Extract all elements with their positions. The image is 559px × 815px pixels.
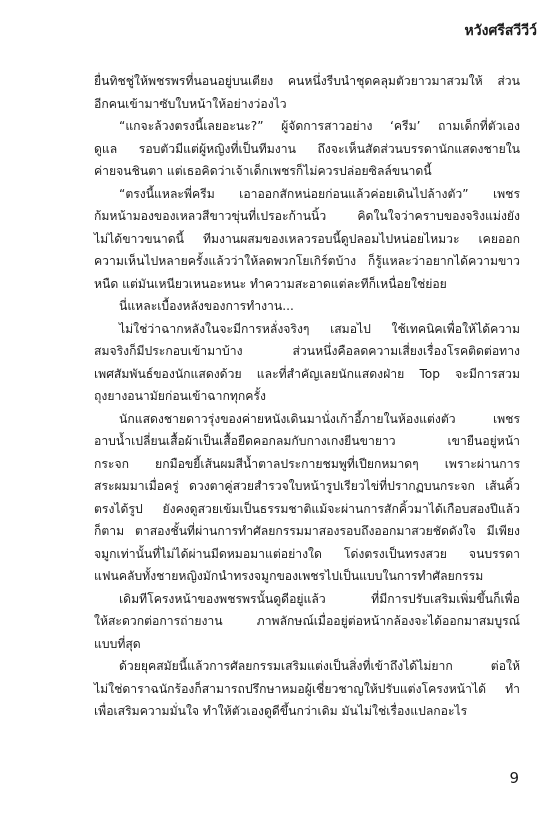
text-line: “แกจะล้วงตรงนี้เลยอะนะ?” ผู้จัดการสาวอย่าง ‘ครีม’ ถามเด็กที่ตัวเอง (119, 119, 520, 133)
text-line: ถุงยางอนามัยก่อนเข้าฉากทุกครั้ง (94, 389, 266, 403)
page-number: 9 (509, 769, 519, 787)
text-line: จมูกเท่านั้นที่ไม่ได้ผ่านมีดหมอมาแต่อย่างใด โด่งตรงเป็นทรงสวย จนบรรดา (94, 546, 520, 561)
text-line: ด้วยยุคสมัยนี้แล้วการศัลยกรรมเสริมแต่งเป็นสิ่งที่เข้าถึงได้ไม่ยาก ต่อให้ (119, 659, 520, 673)
body-text (94, 70, 520, 723)
text-line: แฟนคลับทั้งชายหญิงมักนำทรงจมูกของเพชรไปเป็นแบบในการทำศัลยกรรม (94, 569, 484, 583)
text-line: หนืด แต่มันเหนียวเหนอะหนะ ทำความสะอาดแต่ละทีก็เหนื่อยใช่ย่อย (94, 276, 447, 291)
text-line: อาบน้ำเปลี่ยนเสื้อผ้าเป็นเสื้อยืดคอกลมกับกางเกงยีนขายาว เขายืนอยู่หน้า (94, 434, 520, 448)
text-line: ไม่ใช่ว่าฉากหลังในจะมีการหลั่งจริงๆ เสมอไป ใช้เทคนิคเพื่อให้ได้ความ (119, 321, 520, 336)
text-line: ตรงได้รูป ยังคงดูสวยเข้มเป็นธรรมชาติแม้จะผ่านการสักคิ้วมาได้เกือบสองปีแล้ว (94, 501, 520, 516)
text-line: แบบที่สุด (94, 636, 141, 651)
text-line: นี่แหละเบื้องหลังของการทำงาน... (119, 299, 294, 313)
text-line: สมจริงก็มีประกอบเข้ามาบ้าง ส่วนหนึ่งคือลดความเสี่ยงเรื่องโรคติดต่อทาง (94, 344, 520, 358)
text-line: ก้มหน้ามองของเหลวสีขาวขุ่นที่เปรอะก้านนิ้ว คิดในใจว่าคราบของจริงแม่งยัง (94, 209, 520, 223)
text-line: ยื่นทิชชู่ให้พชรพรที่นอนอยู่บนเตียง คนหนึ่งรีบนำชุดคลุมตัวยาวมาสวมให้ ส่วน (94, 74, 520, 88)
text-line: กระจก ยกมือขยี้เส้นผมสีน้ำตาลประกายชมพูที่เปียกหมาดๆ เพราะผ่านการ (94, 456, 520, 471)
text-line: ให้สะดวกต่อการถ่ายงาน ภาพลักษณ์เมื่ออยู่ต่อหน้ากล้องจะได้ออกมาสมบูรณ์ (94, 614, 520, 628)
text-line: ไม่ใช่ดาราฉนักร้องก็สามารถปรึกษาหมอผู้เชี่ยวชาญให้ปรับแต่งโครงหน้าได้ ทำ (94, 681, 520, 696)
text-line: นักแสดงชายดาวรุ่งของค่ายหนังเดินมานั่งเก้าอี้ภายในห้องแต่งตัว เพชร (119, 411, 520, 426)
text-line: สระผมมาเมื่อครู่ ดวงตาคู่สวยสำรวจใบหน้ารูปเรียวไข่ที่ปรากฏบนกระจก เส้นคิ้ว (94, 479, 520, 493)
text-line: อีกคนเข้ามาซับใบหน้าให้อย่างว่องไว (94, 96, 287, 111)
text-line: ความเห็นไปหลายครั้งแล้วว่าให้ลดพวกโยเกิร์ตบ้าง ก็รู้แหละว่าอยากได้ความขาว (94, 254, 520, 268)
text-line: ก็ตาม ตาสองชั้นที่ผ่านการทำศัลยกรรมมาสองรอบถึงออกมาสวยชัดดังใจ มีเพียง (94, 524, 520, 538)
running-header: หวังศรีสวีวีว์ (464, 23, 537, 39)
text-line: ไม่ได้ขาวขนาดนี้ ทีมงานผสมของเหลวรอบนี้ดูปลอมไปหน่อยไหมวะ เคยออก (94, 231, 520, 246)
text-line: ดูแล รอบตัวมีแต่ผู้หญิงที่เป็นทีมงาน ถึงจะเห็นสัดส่วนบรรดานักแสดงชายใน (94, 141, 520, 156)
text-line: ค่ายจนชินตา แต่เธอคิดว่าเจ้าเด็กเพชรก็ไม่ควรปล่อยซิลล์ขนาดนี้ (94, 164, 432, 178)
text-line: เดิมทีโครงหน้าของพชรพรนั้นดูดีอยู่แล้ว ที่มีการปรับเสริมเพิ่มขึ้นก็เพื่อ (119, 591, 520, 606)
text-line: เพศสัมพันธ์ของนักแสดงด้วย และที่สำคัญเลยนักแสดงฝ่าย Top จะมีการสวม (94, 366, 520, 381)
text-line: “ตรงนี้แหละพี่ครีม เอาออกสักหน่อยก่อนแล้วค่อยเดินไปล้างตัว” เพชร (119, 186, 520, 201)
text-line: เพื่อเสริมความมั่นใจ ทำให้ตัวเองดูดีขึ้นกว่าเดิม มันไม่ใช่เรื่องแปลกอะไร (94, 704, 468, 718)
